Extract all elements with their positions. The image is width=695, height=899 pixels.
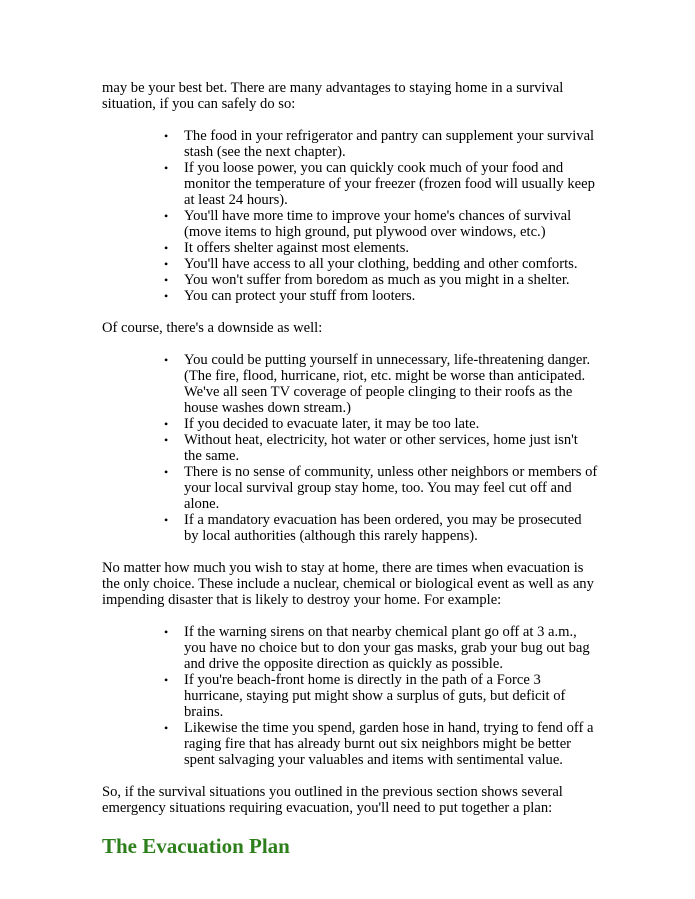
advantages-list (102, 128, 598, 304)
bullet-icon: • (164, 513, 169, 527)
list-item: • The food in your refrigerator and pantry can supplement your survival stash (see the next chapter). (164, 128, 595, 160)
list-item: • You'll have more time to improve your home's chances of survival (move items to high ground, put plywood over windows, etc.) (164, 208, 572, 240)
disadvantages-list (102, 352, 598, 544)
bullet-icon: • (164, 241, 169, 255)
list-item: • If you're beach-front home is directly in the path of a Force 3 hurricane, staying put might show a surplus of guts, but deficit of brains. (164, 672, 566, 720)
bullet-icon: • (164, 417, 169, 431)
list-item: • If a mandatory evacuation has been ordered, you may be prosecuted by local authorities (although this rarely happens). (164, 512, 582, 544)
bullet-icon: • (164, 273, 169, 287)
document-page (102, 80, 598, 858)
paragraph-downside: Of course, there's a downside as well: (102, 320, 323, 336)
bullet-icon: • (164, 465, 169, 479)
paragraph-plan: So, if the survival situations you outlined in the previous section shows several emergency situations requiring evacuation, you'll need to put together a plan: (102, 784, 563, 816)
list-item: • Without heat, electricity, hot water or other services, home just isn't the same. (164, 432, 578, 464)
list-item: • If you decided to evacuate later, it may be too late. (164, 416, 480, 432)
list-item: • Likewise the time you spend, garden hose in hand, trying to fend off a raging fire that has already burnt out six neighbors might be better spent salvaging your valuables and items with sentimental value. (164, 720, 594, 768)
section-heading: The Evacuation Plan (102, 834, 290, 858)
examples-list (102, 624, 598, 768)
bullet-icon: • (164, 257, 169, 271)
bullet-icon: • (164, 209, 169, 223)
list-item: • There is no sense of community, unless other neighbors or members of your local survival group stay home, too. You may feel cut off and alone. (164, 464, 598, 512)
bullet-icon: • (164, 129, 169, 143)
bullet-icon: • (164, 289, 169, 303)
list-item: • You'll have access to all your clothing, bedding and other comforts. (164, 256, 578, 272)
bullet-icon: • (164, 433, 169, 447)
bullet-icon: • (164, 673, 169, 687)
bullet-icon: • (164, 721, 169, 735)
list-item: • If the warning sirens on that nearby chemical plant go off at 3 a.m., you have no choice but to don your gas masks, grab your bug out bag and drive the opposite direction as quickly as possible. (164, 624, 590, 672)
list-item: • You won't suffer from boredom as much as you might in a shelter. (164, 272, 570, 288)
list-item: • It offers shelter against most elements. (164, 240, 410, 256)
list-item: • You could be putting yourself in unnecessary, life-threatening danger. (The fire, flood, hurricane, riot, etc. might be worse than anticipated. We've all seen TV coverage of people clinging to their roofs as the house washes down stream.) (164, 352, 591, 416)
paragraph-intro: may be your best bet. There are many advantages to staying home in a survival situation, if you can safely do so: (102, 80, 564, 112)
bullet-icon: • (164, 353, 169, 367)
bullet-icon: • (164, 161, 169, 175)
bullet-icon: • (164, 625, 169, 639)
paragraph-evacuation: No matter how much you wish to stay at home, there are times when evacuation is the only choice. These include a nuclear, chemical or biological event as well as any impending disaster that is likely to destroy your home. For example: (102, 560, 594, 608)
list-item: • If you loose power, you can quickly cook much of your food and monitor the temperature of your freezer (frozen food will usually keep at least 24 hours). (164, 160, 595, 208)
list-item: • You can protect your stuff from looters. (164, 288, 416, 304)
